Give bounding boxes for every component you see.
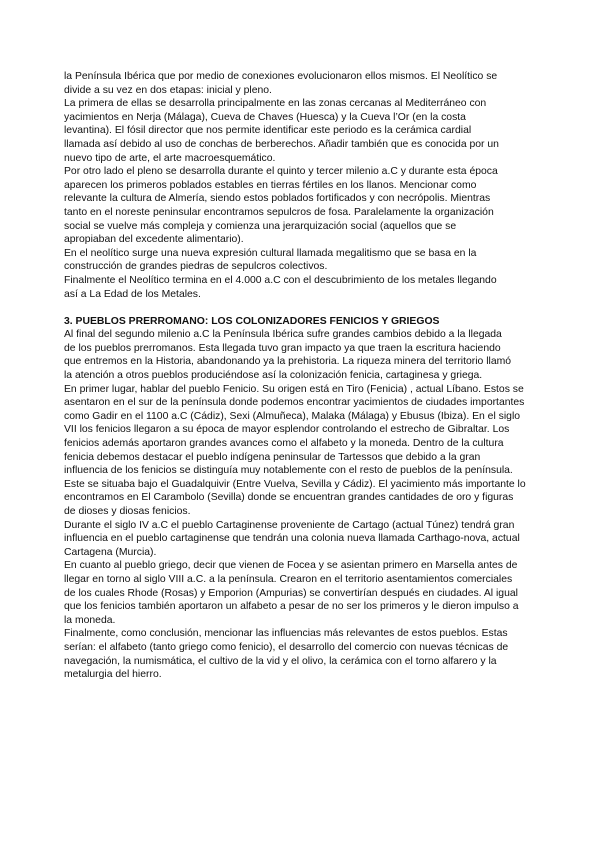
section-body bbox=[64, 328, 540, 681]
text-line: Por otro lado el pleno se desarrolla durante el quinto y tercer milenio a.C y durante esta época bbox=[64, 166, 498, 178]
text-line: relevante la cultura de Almería, siendo estos poblados fortificados y con necrópolis. Mientras bbox=[64, 193, 491, 205]
text-line: apropiaban del excedente alimentario). bbox=[64, 234, 244, 246]
paragraph bbox=[64, 274, 540, 301]
text-line: asentaron en el sur de la península donde podemos encontrar yacimientos de ciudades importantes bbox=[64, 397, 525, 409]
text-line: La primera de ellas se desarrolla principalmente en las zonas cercanas al Mediterráneo con bbox=[64, 98, 487, 110]
text-line: encontramos en El Carambolo (Sevilla) donde se encuentran grandes cantidades de oro y figuras bbox=[64, 492, 514, 504]
text-line: influencia en el pueblo cartaginense que tendrán una colonia nueva llamada Carthago-nova, actual bbox=[64, 533, 520, 545]
text-line: llamada así debido al uso de conchas de berberechos. Añadir también que es conocida por un bbox=[64, 138, 499, 150]
text-line: En cuanto al pueblo griego, decir que vienen de Focea y se asientan primero en Marsella antes de bbox=[64, 560, 518, 572]
paragraph bbox=[64, 328, 540, 382]
paragraph bbox=[64, 627, 540, 681]
text-line: de los pueblos prerromanos. Esta llegada tuvo gran impacto ya que traen la escritura haciendo bbox=[64, 342, 501, 354]
text-line: fenicia debemos destacar el pueblo indígena peninsular de Tartessos que debido a la gran bbox=[64, 451, 481, 463]
intro-section bbox=[64, 70, 540, 301]
text-line: de dioses y diosas fenicios. bbox=[64, 506, 191, 517]
text-line: metalurgia del hierro. bbox=[64, 669, 162, 681]
text-line: la atención a otros pueblos produciéndose así la colonización fenicia, cartaginesa y griega. bbox=[64, 370, 483, 382]
text-line: Finalmente el Neolítico termina en el 4.000 a.C con el descubrimiento de los metales llegando bbox=[64, 274, 497, 286]
text-line: Cartagena (Murcia). bbox=[64, 546, 157, 558]
text-line: yacimientos en Nerja (Málaga), Cueva de Chaves (Huesca) y la Cueva l’Or (en la costa bbox=[64, 111, 466, 123]
text-line: la moneda. bbox=[64, 614, 116, 626]
text-line: En el neolítico surge una nueva expresión cultural llamada megalitismo que se basa en la bbox=[64, 247, 477, 259]
text-line: serían: el alfabeto (tanto griego como fenicio), el desarrollo del comercio con nuevas técnicas de bbox=[64, 641, 509, 653]
text-line: Al final del segundo milenio a.C la Península Ibérica sufre grandes cambios debido a la llegada bbox=[64, 329, 502, 341]
paragraph bbox=[64, 247, 540, 274]
text-line: tanto en el noreste peninsular encontramos sepulcros de fosa. Paralelamente la organización bbox=[64, 206, 494, 218]
paragraph bbox=[64, 559, 540, 627]
text-line: En primer lugar, hablar del pueblo Fenicio. Su origen está en Tiro (Fenicia) , actual Líbano. Estos se bbox=[64, 383, 524, 395]
text-line: influencia de los fenicios se distinguía muy notablemente con el resto de pueblos de la península. bbox=[64, 465, 513, 477]
text-line: navegación, la numismática, el cultivo de la vid y el olivo, la cerámica con el torno alfarero y la bbox=[64, 655, 497, 667]
text-line: que entremos en la Historia, abandonando ya la prehistoria. La riqueza minera del territorio llamó bbox=[64, 356, 512, 368]
text-line: VII los fenicios llegaron a su época de mayor esplendor controlando el estrecho de Gibraltar. Los bbox=[64, 424, 510, 436]
text-line: aparecen los primeros poblados estables en tierras fértiles en los llanos. Mencionar como bbox=[64, 179, 477, 191]
text-line: la Península Ibérica que por medio de conexiones evolucionaron ellos mismos. El Neolítico se bbox=[64, 71, 498, 82]
document-body bbox=[64, 70, 540, 682]
paragraph bbox=[64, 97, 540, 165]
text-line: Finalmente, como conclusión, mencionar las influencias más relevantes de estos pueblos. Estas bbox=[64, 628, 508, 640]
paragraph bbox=[64, 519, 540, 560]
text-line: de los cuales Rhode (Rosas) y Emporion (Ampurias) se convertirían después en ciudades. Al igual bbox=[64, 587, 518, 599]
text-line: llegar en torno al siglo VIII a.C. a la península. Crearon en el territorio asentamientos comerciales bbox=[64, 573, 513, 585]
text-line: Este se situaba bajo el Guadalquivir (Entre Vuelva, Sevilla y Cádiz). El yacimiento más importante lo bbox=[64, 478, 526, 490]
text-line: Durante el siglo IV a.C el pueblo Cartaginense proveniente de Cartago (actual Túnez) tendrá gran bbox=[64, 519, 515, 531]
paragraph bbox=[64, 383, 540, 519]
text-line: como Gadir en el 1100 a.C (Cádiz), Sexi (Almuñeca), Malaka (Málaga) y Ebusus (Ibiza). En el siglo bbox=[64, 410, 521, 422]
text-line: así a La Edad de los Metales. bbox=[64, 288, 201, 300]
text-line: levantina). El fósil director que nos permite identificar este periodo es la cerámica cardial bbox=[64, 125, 472, 137]
paragraph bbox=[64, 70, 540, 97]
text-line: construcción de grandes piedras de sepulcros colectivos. bbox=[64, 261, 328, 273]
text-line: fenicios además aportaron grandes avances como el alfabeto y la moneda. Dentro de la cultura bbox=[64, 438, 504, 450]
text-line: divide a su vez en dos etapas: inicial y pleno. bbox=[64, 84, 272, 96]
text-line: social se vuelve más compleja y comienza una jerarquización social (aquellos que se bbox=[64, 220, 457, 232]
section-heading: 3. PUEBLOS PRERROMANO: LOS COLONIZADORES FENICIOS Y GRIEGOS bbox=[64, 315, 440, 327]
text-line: que los fenicios también aportaron un alfabeto a pesar de no ser los primeros y le dieron impulso a bbox=[64, 601, 519, 613]
paragraph bbox=[64, 165, 540, 247]
text-line: nuevo tipo de arte, el arte macroesquemático. bbox=[64, 152, 276, 164]
